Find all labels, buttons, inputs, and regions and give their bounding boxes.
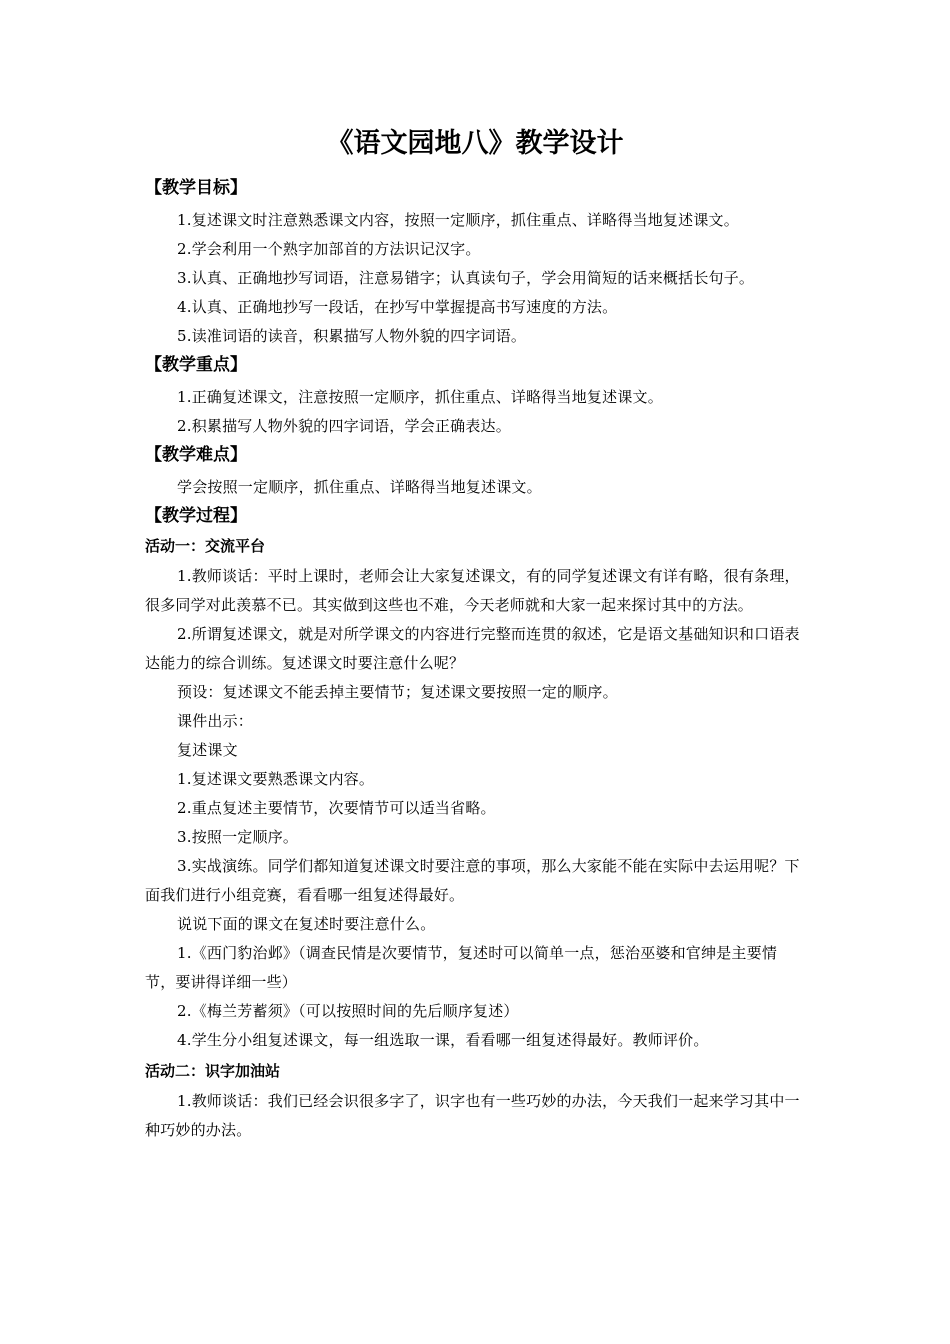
activity-one-title: 活动一：交流平台 bbox=[145, 537, 266, 555]
activity-one-item: 2.重点复述主要情节，次要情节可以适当省略。 bbox=[177, 799, 496, 817]
activity-one-item: 2.所谓复述课文，就是对所学课文的内容进行完整而连贯的叙述，它是语文基础知识和口语表达能力的综合训练。复述课文时要注意什么呢？ bbox=[145, 625, 800, 672]
activity-one-item: 1.复述课文要熟悉课文内容。 bbox=[177, 770, 375, 788]
activity-one-item: 1.教师谈话：平时上课时，老师会让大家复述课文，有的同学复述课文有详有略，很有条理，很多同学对此羡慕不已。其实做到这些也不难，今天老师就和大家一起来探讨其中的方法。 bbox=[145, 567, 800, 614]
heading-objectives: 【教学目标】 bbox=[145, 178, 247, 198]
objective-item: 3.认真、正确地抄写词语，注意易错字；认真读句子，学会用简短的话来概括长句子。 bbox=[177, 269, 755, 287]
objective-item: 1.复述课文时注意熟悉课文内容，按照一定顺序，抓住重点、详略得当地复述课文。 bbox=[177, 211, 739, 229]
activity-one-item: 4.学生分小组复述课文，每一组选取一课，看看哪一组复述得最好。教师评价。 bbox=[177, 1031, 709, 1049]
heading-key-points: 【教学重点】 bbox=[145, 355, 247, 375]
document-title: 《语文园地八》教学设计 bbox=[326, 128, 624, 159]
objective-item: 2.学会利用一个熟字加部首的方法识记汉字。 bbox=[177, 240, 481, 258]
activity-one-item: 3.实战演练。同学们都知道复述课文时要注意的事项，那么大家能不能在实际中去运用呢？下面我们进行小组竞赛，看看哪一组复述得最好。 bbox=[145, 857, 800, 904]
heading-process: 【教学过程】 bbox=[145, 506, 247, 526]
activity-one-item: 预设：复述课文不能丢掉主要情节；复述课文要按照一定的顺序。 bbox=[177, 683, 618, 701]
activity-two-title: 活动二：识字加油站 bbox=[145, 1062, 281, 1080]
activity-one-item: 复述课文 bbox=[177, 741, 238, 759]
key-point-item: 1.正确复述课文，注意按照一定顺序，抓住重点、详略得当地复述课文。 bbox=[177, 388, 663, 406]
objective-item: 5.读准词语的读音，积累描写人物外貌的四字词语。 bbox=[177, 327, 527, 345]
activity-one-item: 1.《西门豹治邺》（调查民情是次要情节，复述时可以简单一点，惩治巫婆和官绅是主要情节，要讲得详细一些） bbox=[145, 944, 778, 991]
activity-one-item: 2.《梅兰芳蓄须》（可以按照时间的先后顺序复述） bbox=[177, 1002, 519, 1020]
difficulty-item: 学会按照一定顺序，抓住重点、详略得当地复述课文。 bbox=[177, 478, 542, 496]
document-body bbox=[145, 174, 805, 1145]
activity-one-item: 3.按照一定顺序。 bbox=[177, 828, 299, 846]
objective-item: 4.认真、正确地抄写一段话，在抄写中掌握提高书写速度的方法。 bbox=[177, 298, 618, 316]
activity-one-item: 说说下面的课文在复述时要注意什么。 bbox=[177, 915, 436, 933]
heading-difficulties: 【教学难点】 bbox=[145, 445, 247, 465]
activity-two-item: 1.教师谈话：我们已经会识很多字了，识字也有一些巧妙的办法，今天我们一起来学习其中一种巧妙的办法。 bbox=[145, 1092, 800, 1139]
key-point-item: 2.积累描写人物外貌的四字词语，学会正确表达。 bbox=[177, 417, 511, 435]
activity-one-item: 课件出示： bbox=[177, 712, 254, 730]
